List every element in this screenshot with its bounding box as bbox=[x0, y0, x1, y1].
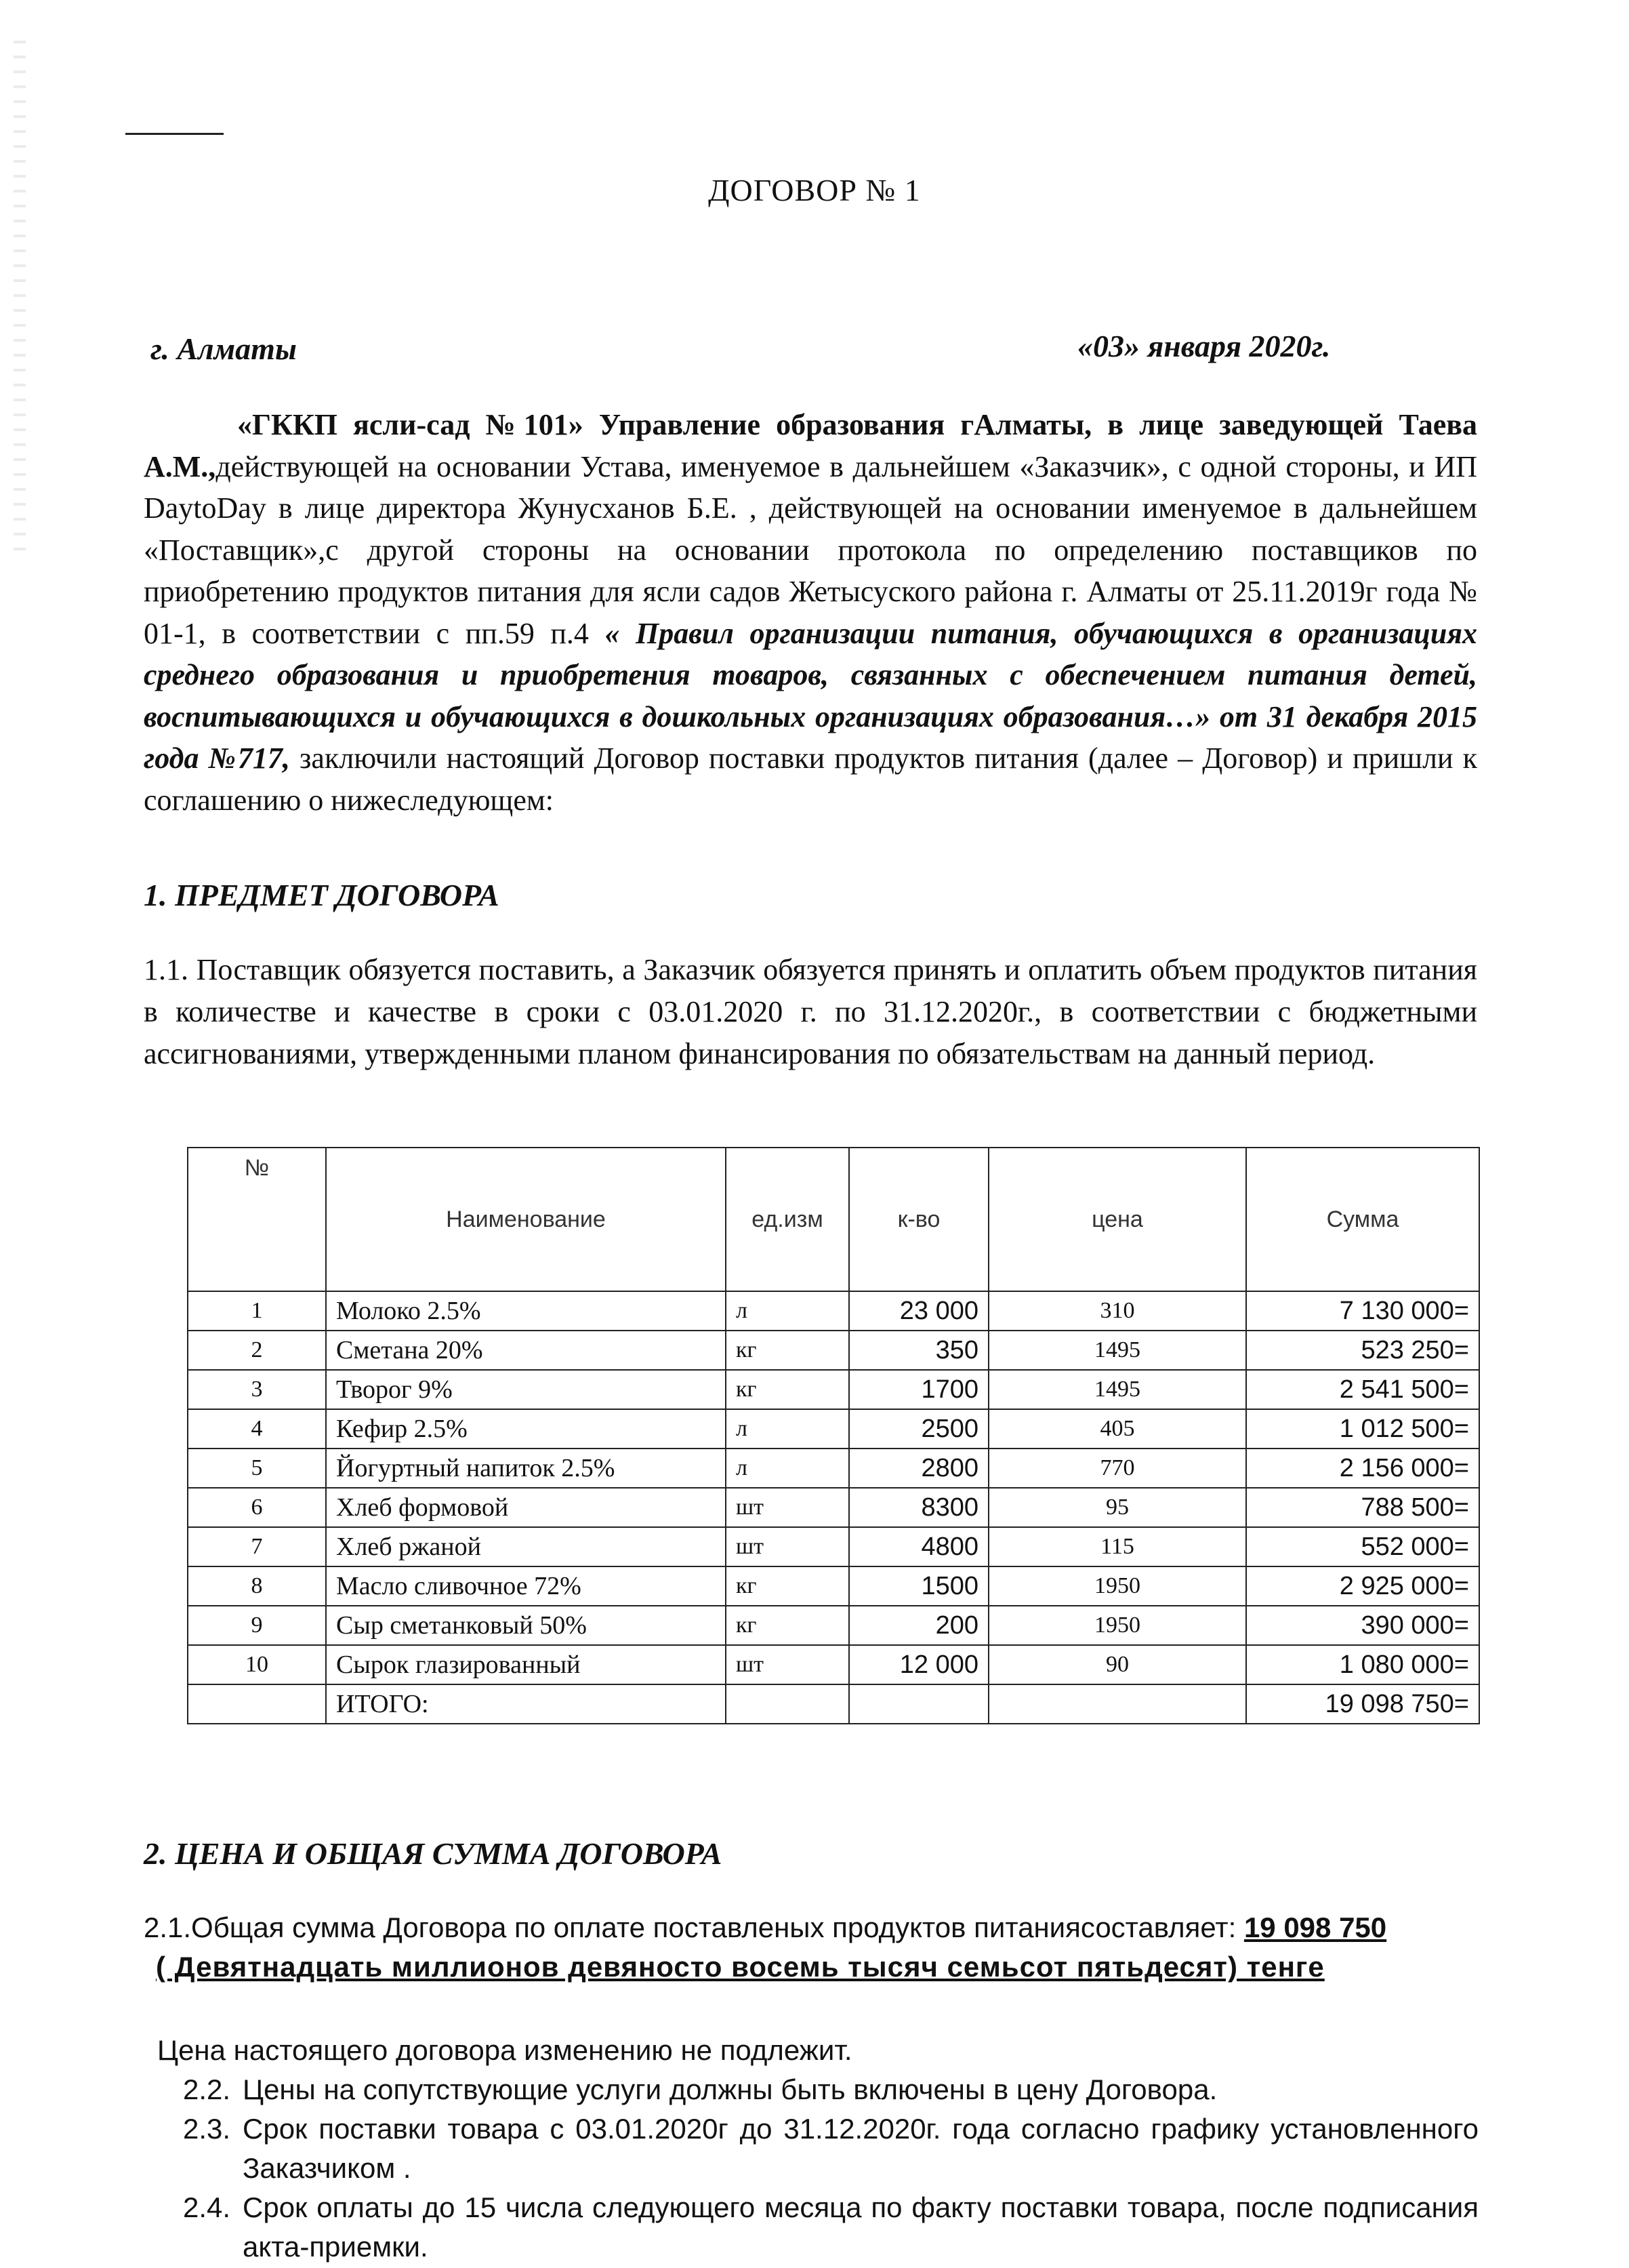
row-number: 8 bbox=[188, 1566, 326, 1606]
table-row bbox=[188, 1566, 1479, 1606]
table-total-row bbox=[188, 1684, 1479, 1724]
row-price: 405 bbox=[989, 1409, 1246, 1449]
table-row bbox=[188, 1291, 1479, 1331]
row-number: 2 bbox=[188, 1331, 326, 1370]
row-unit: кг bbox=[726, 1331, 849, 1370]
row-price: 310 bbox=[989, 1291, 1246, 1331]
scan-edge-artifact bbox=[14, 41, 26, 556]
row-price: 1950 bbox=[989, 1606, 1246, 1645]
row-unit: л bbox=[726, 1449, 849, 1488]
clause-text: Цены на сопутствующие услуги должны быть включены в цену Договора. bbox=[243, 2073, 1218, 2105]
row-quantity: 200 bbox=[849, 1606, 989, 1645]
table-row bbox=[188, 1488, 1479, 1527]
row-name: Йогуртный напиток 2.5% bbox=[326, 1449, 726, 1488]
row-name: Хлеб ржаной bbox=[326, 1527, 726, 1566]
header-sum: Сумма bbox=[1246, 1148, 1479, 1291]
clause-2-1 bbox=[144, 1911, 1386, 1944]
table-row bbox=[188, 1370, 1479, 1409]
header-quantity: к-во bbox=[849, 1148, 989, 1291]
document-title: ДОГОВОР № 1 bbox=[708, 173, 921, 207]
row-name: Масло сливочное 72% bbox=[326, 1566, 726, 1606]
row-price: 90 bbox=[989, 1645, 1246, 1684]
header-unit: ед.изм bbox=[726, 1148, 849, 1291]
row-price: 1495 bbox=[989, 1331, 1246, 1370]
row-sum: 2 156 000= bbox=[1246, 1449, 1479, 1488]
row-sum: 7 130 000= bbox=[1246, 1291, 1479, 1331]
row-quantity: 23 000 bbox=[849, 1291, 989, 1331]
row-name: Творог 9% bbox=[326, 1370, 726, 1409]
clause-number: 2.4. bbox=[183, 2191, 231, 2223]
table-row bbox=[188, 1527, 1479, 1566]
row-sum: 788 500= bbox=[1246, 1488, 1479, 1527]
table-row bbox=[188, 1409, 1479, 1449]
row-price: 115 bbox=[989, 1527, 1246, 1566]
total-sum: 19 098 750= bbox=[1246, 1684, 1479, 1724]
row-unit: л bbox=[726, 1291, 849, 1331]
section-2-title: 2. ЦЕНА И ОБЩАЯ СУММА ДОГОВОРА bbox=[144, 1836, 722, 1871]
row-sum: 552 000= bbox=[1246, 1527, 1479, 1566]
top-dash-line bbox=[125, 133, 224, 135]
row-number: 4 bbox=[188, 1409, 326, 1449]
row-unit: шт bbox=[726, 1488, 849, 1527]
row-number: 9 bbox=[188, 1606, 326, 1645]
row-sum: 390 000= bbox=[1246, 1606, 1479, 1645]
contract-city: г. Алматы bbox=[150, 331, 297, 366]
row-sum: 2 541 500= bbox=[1246, 1370, 1479, 1409]
clause-1-1: 1.1. Поставщик обязуется поставить, а Заказчик обязуется принять и оплатить объем продуктов питания в количестве и качестве в сроки с 03.01.2020 г. по 31.12.2020г., в соответствии с бюджетными ассигнованиями, утвержденными планом финансирования по обязательствам на данный период. bbox=[144, 953, 1477, 1070]
clause-2-2 bbox=[183, 2070, 1479, 2109]
row-unit bbox=[726, 1684, 849, 1724]
row-sum: 523 250= bbox=[1246, 1331, 1479, 1370]
row-unit: шт bbox=[726, 1527, 849, 1566]
row-price: 770 bbox=[989, 1449, 1246, 1488]
row-number: 7 bbox=[188, 1527, 326, 1566]
clause-2-3 bbox=[183, 2109, 1479, 2188]
row-number: 6 bbox=[188, 1488, 326, 1527]
table-row bbox=[188, 1606, 1479, 1645]
clause-text: Срок поставки товара с 03.01.2020г до 31.12.2020г. года согласно графику установленного Заказчиком . bbox=[243, 2113, 1479, 2184]
goods-table bbox=[187, 1147, 1480, 1724]
row-quantity: 1500 bbox=[849, 1566, 989, 1606]
row-quantity: 4800 bbox=[849, 1527, 989, 1566]
row-name: Кефир 2.5% bbox=[326, 1409, 726, 1449]
row-sum: 1 080 000= bbox=[1246, 1645, 1479, 1684]
intro-paragraph bbox=[144, 404, 1477, 821]
row-unit: кг bbox=[726, 1606, 849, 1645]
table-row bbox=[188, 1449, 1479, 1488]
intro-parties-bold: «ГККП ясли-сад №101» Управление образования гАлматы, в лице заведующей Таева А.М., bbox=[144, 408, 1477, 483]
table-row bbox=[188, 1331, 1479, 1370]
header-name: Наименование bbox=[326, 1148, 726, 1291]
clause-text: Срок оплаты до 15 числа следующего месяца по факту поставки товара, после подписания акта-приемки. bbox=[243, 2191, 1479, 2263]
intro-rules-reference: « Правил организации питания, обучающихся в организациях среднего образования и приобретения товаров, связанных с обеспечением питания детей, воспитывающихся и обучающихся в дошкольных организациях образования…» от 31 декабря 2015 года №717, bbox=[144, 616, 1478, 775]
header-price: цена bbox=[989, 1148, 1246, 1291]
row-unit: л bbox=[726, 1409, 849, 1449]
amount-in-words: ( Девятнадцать миллионов девяносто восемь тысяч семьсот пятьдесят) тенге bbox=[156, 1951, 1325, 1983]
row-quantity: 12 000 bbox=[849, 1645, 989, 1684]
section-1-title: 1. ПРЕДМЕТ ДОГОВОРА bbox=[144, 878, 499, 912]
row-name: Молоко 2.5% bbox=[326, 1291, 726, 1331]
contract-total-amount: 19 098 750 bbox=[1243, 1911, 1387, 1943]
row-quantity: 350 bbox=[849, 1331, 989, 1370]
clause-number: 2.3. bbox=[183, 2113, 231, 2145]
price-fixed-note: Цена настоящего договора изменению не подлежит. bbox=[157, 2034, 852, 2066]
row-unit: кг bbox=[726, 1370, 849, 1409]
table-row bbox=[188, 1645, 1479, 1684]
row-number: 5 bbox=[188, 1449, 326, 1488]
row-price: 1950 bbox=[989, 1566, 1246, 1606]
row-price: 95 bbox=[989, 1488, 1246, 1527]
intro-body: действующей на основании Устава, именуемое в дальнейшем «Заказчик», с одной стороны, и ИП DaytoDay в лице директора Жунусханов Б.Е. , действующей на основании именуемое в дальнейшем «Поставщик»,с другой стороны на основании протокола по определению поставщиков по приобретению продуктов питания для ясли садов Жетысуского района г. Алматы от 25.11.2019г года № 01-1, в соответствии с пп.59 п.4 bbox=[144, 449, 1477, 650]
row-quantity: 2500 bbox=[849, 1409, 989, 1449]
row-number: 3 bbox=[188, 1370, 326, 1409]
row-name: Сыр сметанковый 50% bbox=[326, 1606, 726, 1645]
row-number: 10 bbox=[188, 1645, 326, 1684]
row-price: 1495 bbox=[989, 1370, 1246, 1409]
row-number: 1 bbox=[188, 1291, 326, 1331]
table-header-row bbox=[188, 1148, 1479, 1291]
row-quantity: 8300 bbox=[849, 1488, 989, 1527]
clause-number: 2.2. bbox=[183, 2073, 231, 2105]
header-number: № bbox=[188, 1148, 326, 1291]
contract-date: «03» января 2020г. bbox=[1077, 329, 1331, 363]
row-sum: 1 012 500= bbox=[1246, 1409, 1479, 1449]
row-unit: кг bbox=[726, 1566, 849, 1606]
intro-conclusion: заключили настоящий Договор поставки продуктов питания (далее – Договор) и пришли к соглашению о нижеследующем: bbox=[144, 742, 1477, 817]
row-number bbox=[188, 1684, 326, 1724]
clause-2-4 bbox=[183, 2188, 1479, 2267]
clause-2-1-text: 2.1.Общая сумма Договора по оплате поставленых продуктов питаниясоставляет: bbox=[144, 1911, 1237, 1943]
row-name: Хлеб формовой bbox=[326, 1488, 726, 1527]
row-unit: шт bbox=[726, 1645, 849, 1684]
row-sum: 2 925 000= bbox=[1246, 1566, 1479, 1606]
row-name: Сырок глазированный bbox=[326, 1645, 726, 1684]
row-price bbox=[989, 1684, 1246, 1724]
row-quantity: 2800 bbox=[849, 1449, 989, 1488]
row-quantity bbox=[849, 1684, 989, 1724]
row-quantity: 1700 bbox=[849, 1370, 989, 1409]
row-name: Сметана 20% bbox=[326, 1331, 726, 1370]
total-label: ИТОГО: bbox=[326, 1684, 726, 1724]
